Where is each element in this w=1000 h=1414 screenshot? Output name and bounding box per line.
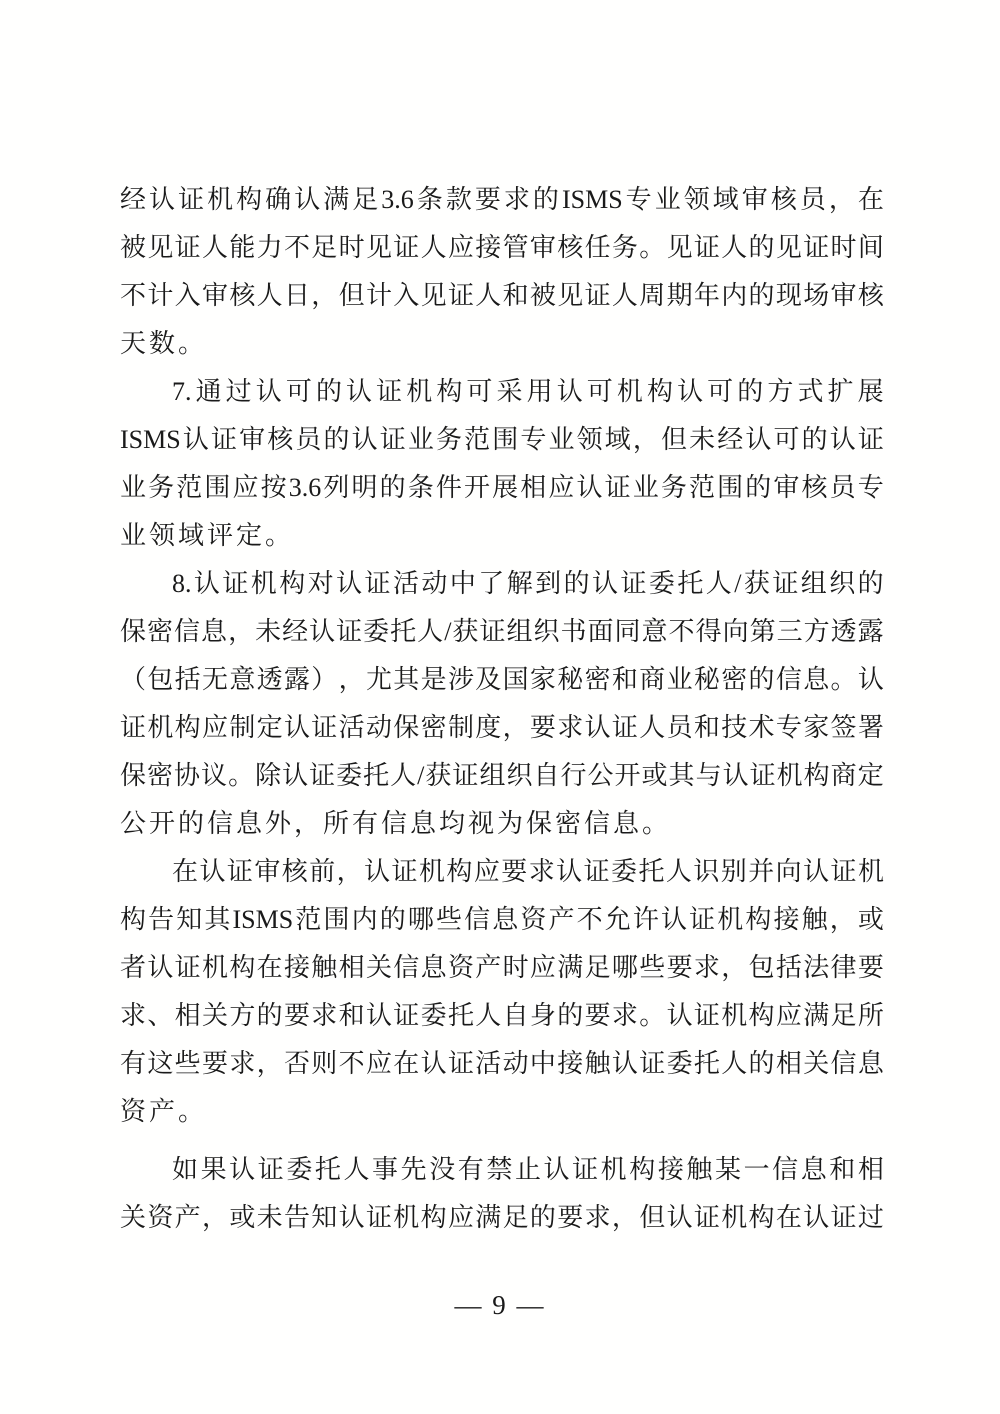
text-line: 7. 通 过 认 可 的 认 证 机 构 可 采 用 认 可 机 构 认 可 的 方 式 扩 展 xyxy=(172,377,884,406)
text-line: 8. 认 证 机 构 对 认 证 活 动 中 了 解 到 的 认 证 委 托 人 / 获 证 组 织 的 xyxy=(172,569,884,598)
text-line: 如 果 认 证 委 托 人 事 先 没 有 禁 止 认 证 机 构 接 触 某 一 信 息 和 相 xyxy=(172,1155,884,1184)
text-line: 经 认 证 机 构 确 认 满 足 3.6 条 款 要 求 的 ISMS 专 业 领 域 审 核 员 ， 在 xyxy=(120,185,884,214)
text-line: 在 认 证 审 核 前 ， 认 证 机 构 应 要 求 认 证 委 托 人 识 别 并 向 认 证 机 xyxy=(172,857,884,886)
text-line: 求 、 相 关 方 的 要 求 和 认 证 委 托 人 自 身 的 要 求 。 认 证 机 构 应 满 足 所 xyxy=(120,1001,884,1030)
text-line: 被 见 证 人 能 力 不 足 时 见 证 人 应 接 管 审 核 任 务 。 见 证 人 的 见 证 时 间 xyxy=(120,233,884,262)
document-body xyxy=(120,176,884,1242)
text-line: 关 资 产 ， 或 未 告 知 认 证 机 构 应 满 足 的 要 求 ， 但 认 证 机 构 在 认 证 过 xyxy=(120,1203,884,1232)
page-number: — 9 — xyxy=(454,1290,546,1320)
text-line: 业领域评定。 xyxy=(120,521,295,550)
text-line: 保 密 信 息 ， 未 经 认 证 委 托 人 / 获 证 组 织 书 面 同 意 不 得 向 第 三 方 透 露 xyxy=(120,617,884,646)
text-line: 有 这 些 要 求 ， 否 则 不 应 在 认 证 活 动 中 接 触 认 证 委 托 人 的 相 关 信 息 xyxy=(120,1049,884,1078)
text-line: 业 务 范 围 应 按 3.6 列 明 的 条 件 开 展 相 应 认 证 业 务 范 围 的 审 核 员 专 xyxy=(120,473,884,502)
paragraph xyxy=(120,176,884,368)
text-line: 天数。 xyxy=(120,329,208,358)
text-line: 保 密 协 议 。 除 认 证 委 托 人 / 获 证 组 织 自 行 公 开 或 其 与 认 证 机 构 商 定 xyxy=(120,761,884,790)
text-line: 公开的信息外，所有信息均视为保密信息。 xyxy=(120,809,672,838)
text-line: 构 告 知 其 ISMS 范 围 内 的 哪 些 信 息 资 产 不 允 许 认 证 机 构 接 触 ， 或 xyxy=(120,905,884,934)
paragraph xyxy=(120,368,884,560)
paragraph xyxy=(120,848,884,1136)
text-line: 资产。 xyxy=(120,1097,208,1126)
text-line: ISMS 认 证 审 核 员 的 认 证 业 务 范 围 专 业 领 域 ， 但 未 经 认 可 的 认 证 xyxy=(120,425,884,454)
paragraph xyxy=(120,1146,884,1242)
text-line: 者 认 证 机 构 在 接 触 相 关 信 息 资 产 时 应 满 足 哪 些 要 求 ， 包 括 法 律 要 xyxy=(120,953,884,982)
text-line: 证 机 构 应 制 定 认 证 活 动 保 密 制 度 ， 要 求 认 证 人 员 和 技 术 专 家 签 署 xyxy=(120,713,884,742)
text-line: 不 计 入 审 核 人 日 ， 但 计 入 见 证 人 和 被 见 证 人 周 期 年 内 的 现 场 审 核 xyxy=(120,281,884,310)
paragraph xyxy=(120,560,884,848)
text-line: （ 包 括 无 意 透 露 ） ， 尤 其 是 涉 及 国 家 秘 密 和 商 业 秘 密 的 信 息 。 认 xyxy=(120,665,884,694)
